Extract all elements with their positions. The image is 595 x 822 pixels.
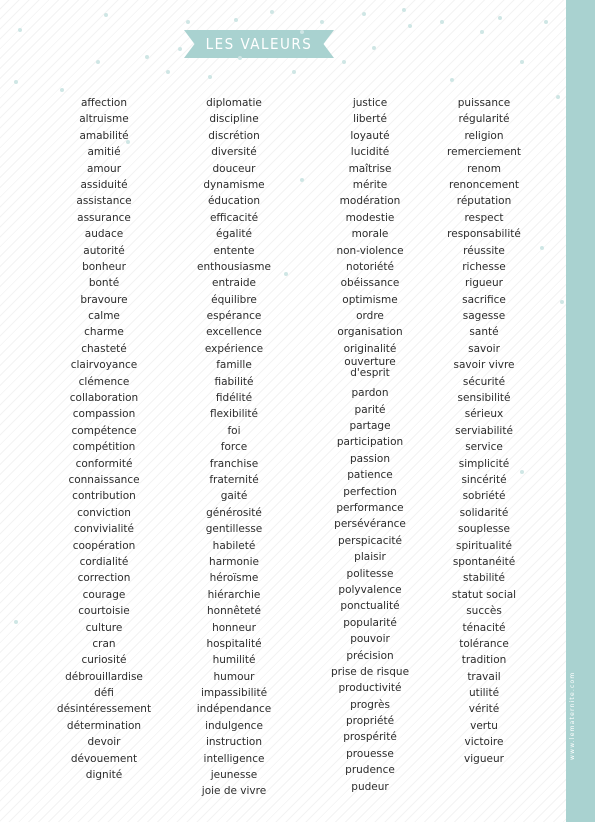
decor-dot (186, 20, 190, 24)
value-word: passion (349, 452, 391, 465)
value-word: solidarité (459, 506, 509, 519)
value-word: assiduité (80, 178, 128, 191)
value-word: précision (346, 649, 394, 662)
value-word: respect (464, 211, 504, 224)
value-word: performance (336, 501, 404, 514)
value-word: optimisme (342, 293, 398, 306)
decor-dot (544, 20, 548, 24)
value-word: santé (469, 326, 499, 339)
value-word: puissance (457, 97, 511, 109)
value-word: famille (216, 359, 252, 372)
value-word: force (220, 441, 248, 454)
value-word: sécurité (462, 375, 506, 388)
value-word: devoir (87, 736, 121, 749)
value-word: popularité (343, 616, 397, 629)
value-word: ponctualité (340, 600, 400, 613)
value-word: dévouement (70, 752, 138, 765)
value-word: foi (227, 424, 241, 437)
value-word: justice (352, 97, 388, 109)
value-word: équilibre (211, 293, 257, 306)
decor-dot (560, 300, 564, 304)
value-word: fraternité (209, 473, 259, 486)
value-word: connaissance (68, 473, 140, 486)
value-word: renom (467, 162, 501, 175)
value-word: prospérité (343, 731, 397, 744)
value-word: progrès (350, 698, 390, 711)
value-word: désintéressement (56, 703, 152, 716)
value-word: courage (82, 588, 126, 601)
decor-dot (408, 24, 412, 28)
value-word: assurance (77, 211, 131, 224)
value-word: coopération (72, 539, 136, 552)
value-word: parité (354, 403, 386, 416)
values-column-2 (164, 95, 304, 800)
value-word: prudence (345, 764, 395, 777)
value-word: charme (84, 326, 124, 339)
value-word: honnêteté (206, 605, 261, 618)
value-word: victoire (464, 736, 504, 749)
value-word: sacrifice (462, 293, 506, 306)
value-word: collaboration (69, 392, 139, 405)
value-word: prise de risque (330, 665, 410, 678)
decor-dot (145, 55, 149, 59)
value-word: richesse (462, 260, 506, 273)
value-word: conviction (77, 506, 131, 519)
decor-dot (234, 18, 238, 22)
value-word: régularité (458, 113, 510, 126)
value-word: humilité (212, 654, 256, 667)
value-word: religion (464, 129, 504, 142)
value-word: dignité (85, 769, 123, 782)
value-word: bonté (88, 277, 120, 290)
value-word: notoriété (346, 260, 394, 273)
value-word: égalité (216, 228, 252, 241)
value-word: obéissance (340, 277, 400, 290)
value-word: loyauté (350, 129, 390, 142)
value-word: sensibilité (457, 392, 511, 405)
value-word: joie de vivre (201, 785, 267, 798)
value-word: savoir (468, 342, 500, 355)
value-word: spontanéité (452, 555, 516, 568)
value-word: amitié (87, 146, 121, 159)
decor-dot (14, 620, 18, 624)
value-word: persévérance (334, 518, 406, 531)
value-word: conformité (75, 457, 133, 470)
value-word: gaité (220, 490, 248, 503)
value-word: non-violence (336, 244, 404, 257)
value-word: fiabilité (214, 375, 254, 388)
value-word: honneur (212, 621, 256, 634)
value-word: entente (213, 244, 255, 257)
value-word: convivialité (74, 523, 134, 536)
value-word: bonheur (82, 260, 126, 273)
value-word: spiritualité (456, 539, 512, 552)
decor-dot (238, 56, 242, 60)
value-word: participation (336, 436, 404, 449)
value-word: curiosité (81, 654, 127, 667)
value-word: ordre (356, 310, 384, 323)
decor-dot (480, 30, 484, 34)
value-word: remerciement (447, 146, 521, 159)
value-word: courtoisie (78, 605, 130, 618)
decor-dot (440, 20, 444, 24)
value-word: hospitalité (206, 637, 262, 650)
value-word: rigueur (465, 277, 503, 290)
value-word: hiérarchie (207, 588, 261, 601)
value-word: contribution (72, 490, 136, 503)
value-word: modération (339, 195, 401, 208)
value-word: responsabilité (447, 228, 521, 241)
value-word: modestie (345, 211, 395, 224)
value-word: réputation (456, 195, 512, 208)
value-word: indulgence (205, 719, 263, 732)
value-word: pouvoir (350, 633, 390, 646)
value-word: amour (86, 162, 122, 175)
value-word: correction (77, 572, 131, 585)
value-word: éducation (207, 195, 261, 208)
page-title: LES VALEURS (205, 35, 313, 53)
decor-dot (320, 20, 324, 24)
value-word: jeunesse (210, 769, 258, 782)
value-word: liberté (353, 113, 387, 126)
value-word: détermination (66, 719, 142, 732)
decor-dot (402, 8, 406, 12)
value-word: excellence (206, 326, 262, 339)
value-word: culture (85, 621, 123, 634)
value-word: service (465, 441, 503, 454)
value-word: bravoure (80, 293, 128, 306)
value-word: sobriété (462, 490, 506, 503)
value-word: originalité (343, 342, 397, 355)
value-word: cordialité (79, 555, 129, 568)
value-word: vigueur (464, 752, 504, 765)
value-word: amabilité (79, 129, 129, 142)
value-word: héroïsme (209, 572, 259, 585)
value-word: espérance (206, 310, 262, 323)
value-word: mérite (352, 178, 388, 191)
decor-dot (96, 60, 100, 64)
value-word: expérience (204, 342, 264, 355)
value-word: intelligence (203, 752, 265, 765)
decor-dot (292, 70, 296, 74)
value-word: compassion (72, 408, 136, 421)
value-word: travail (467, 670, 501, 683)
value-word: ouverture d'esprit (344, 356, 396, 380)
value-word: propriété (345, 715, 395, 728)
value-word: assistance (76, 195, 132, 208)
value-word: pudeur (351, 780, 389, 793)
value-word: autorité (83, 244, 125, 257)
decor-dot (342, 60, 346, 64)
value-word: clairvoyance (70, 359, 138, 372)
decor-dot (166, 70, 170, 74)
value-word: prouesse (346, 747, 394, 760)
value-word: savoir vivre (453, 359, 515, 372)
value-word: vertu (470, 719, 498, 732)
decor-dot (60, 88, 64, 92)
value-word: défi (94, 687, 114, 700)
decor-dot (104, 13, 108, 17)
value-word: dynamisme (203, 178, 265, 191)
value-word: cran (92, 637, 116, 650)
value-word: fidélité (215, 392, 253, 405)
value-word: plaisir (354, 551, 386, 564)
value-word: organisation (337, 326, 403, 339)
values-column-1 (34, 95, 174, 783)
decor-dot (450, 78, 454, 82)
value-word: franchise (209, 457, 259, 470)
value-word: pardon (351, 387, 389, 400)
value-word: diversité (211, 146, 257, 159)
value-word: audace (84, 228, 124, 241)
value-word: habileté (212, 539, 256, 552)
value-word: harmonie (209, 555, 259, 568)
decor-dot (362, 12, 366, 16)
value-word: perspicacité (338, 534, 402, 547)
value-word: altruisme (79, 113, 129, 126)
value-word: douceur (212, 162, 256, 175)
value-word: enthousiasme (197, 260, 271, 273)
decor-dot (300, 30, 304, 34)
value-word: compétence (71, 424, 137, 437)
value-word: renoncement (449, 178, 519, 191)
value-word: perfection (343, 485, 397, 498)
value-word: succès (466, 605, 502, 618)
value-word: morale (351, 228, 389, 241)
value-word: diplomatie (206, 97, 262, 109)
value-word: indépendance (196, 703, 272, 716)
decor-dot (498, 16, 502, 20)
value-word: instruction (205, 736, 263, 749)
decor-dot (520, 60, 524, 64)
value-word: clémence (78, 375, 130, 388)
value-word: impassibilité (200, 687, 268, 700)
value-word: productivité (338, 682, 402, 695)
value-word: générosité (206, 506, 262, 519)
value-word: tradition (461, 654, 507, 667)
value-word: entraide (211, 277, 257, 290)
value-word: lucidité (350, 146, 390, 159)
value-word: chasteté (81, 342, 127, 355)
value-word: discrétion (208, 129, 260, 142)
value-word: stabilité (462, 572, 505, 585)
value-word: sérieux (464, 408, 504, 421)
decor-dot (270, 10, 274, 14)
value-word: humour (213, 670, 255, 683)
value-word: sagesse (462, 310, 506, 323)
value-word: débrouillardise (65, 670, 143, 683)
value-word: calme (88, 310, 120, 323)
decor-dot (372, 46, 376, 50)
value-word: polyvalence (338, 583, 402, 596)
value-word: ténacité (462, 621, 506, 634)
value-word: politesse (346, 567, 394, 580)
value-word: utilité (468, 687, 500, 700)
decor-dot (208, 75, 212, 79)
value-word: partage (349, 420, 391, 433)
decor-dot (556, 95, 560, 99)
value-word: réussite (463, 244, 505, 257)
value-word: souplesse (458, 523, 510, 536)
value-word: efficacité (209, 211, 259, 224)
value-word: sincérité (461, 473, 507, 486)
website-url: www.lematernite.com (569, 671, 576, 760)
value-word: gentillesse (205, 523, 263, 536)
value-word: flexibilité (209, 408, 258, 421)
value-word: simplicité (458, 457, 510, 470)
decor-dot (178, 47, 182, 51)
value-word: affection (80, 97, 127, 109)
value-word: vérité (468, 703, 500, 716)
value-word: patience (347, 469, 393, 482)
value-word: discipline (209, 113, 259, 126)
value-word: maîtrise (348, 162, 392, 175)
value-word: statut social (451, 588, 517, 601)
value-word: compétition (72, 441, 136, 454)
decor-dot (14, 80, 18, 84)
value-word: serviabilité (455, 424, 513, 437)
decor-dot (18, 28, 22, 32)
values-column-4 (414, 95, 554, 767)
value-word: tolérance (459, 637, 509, 650)
